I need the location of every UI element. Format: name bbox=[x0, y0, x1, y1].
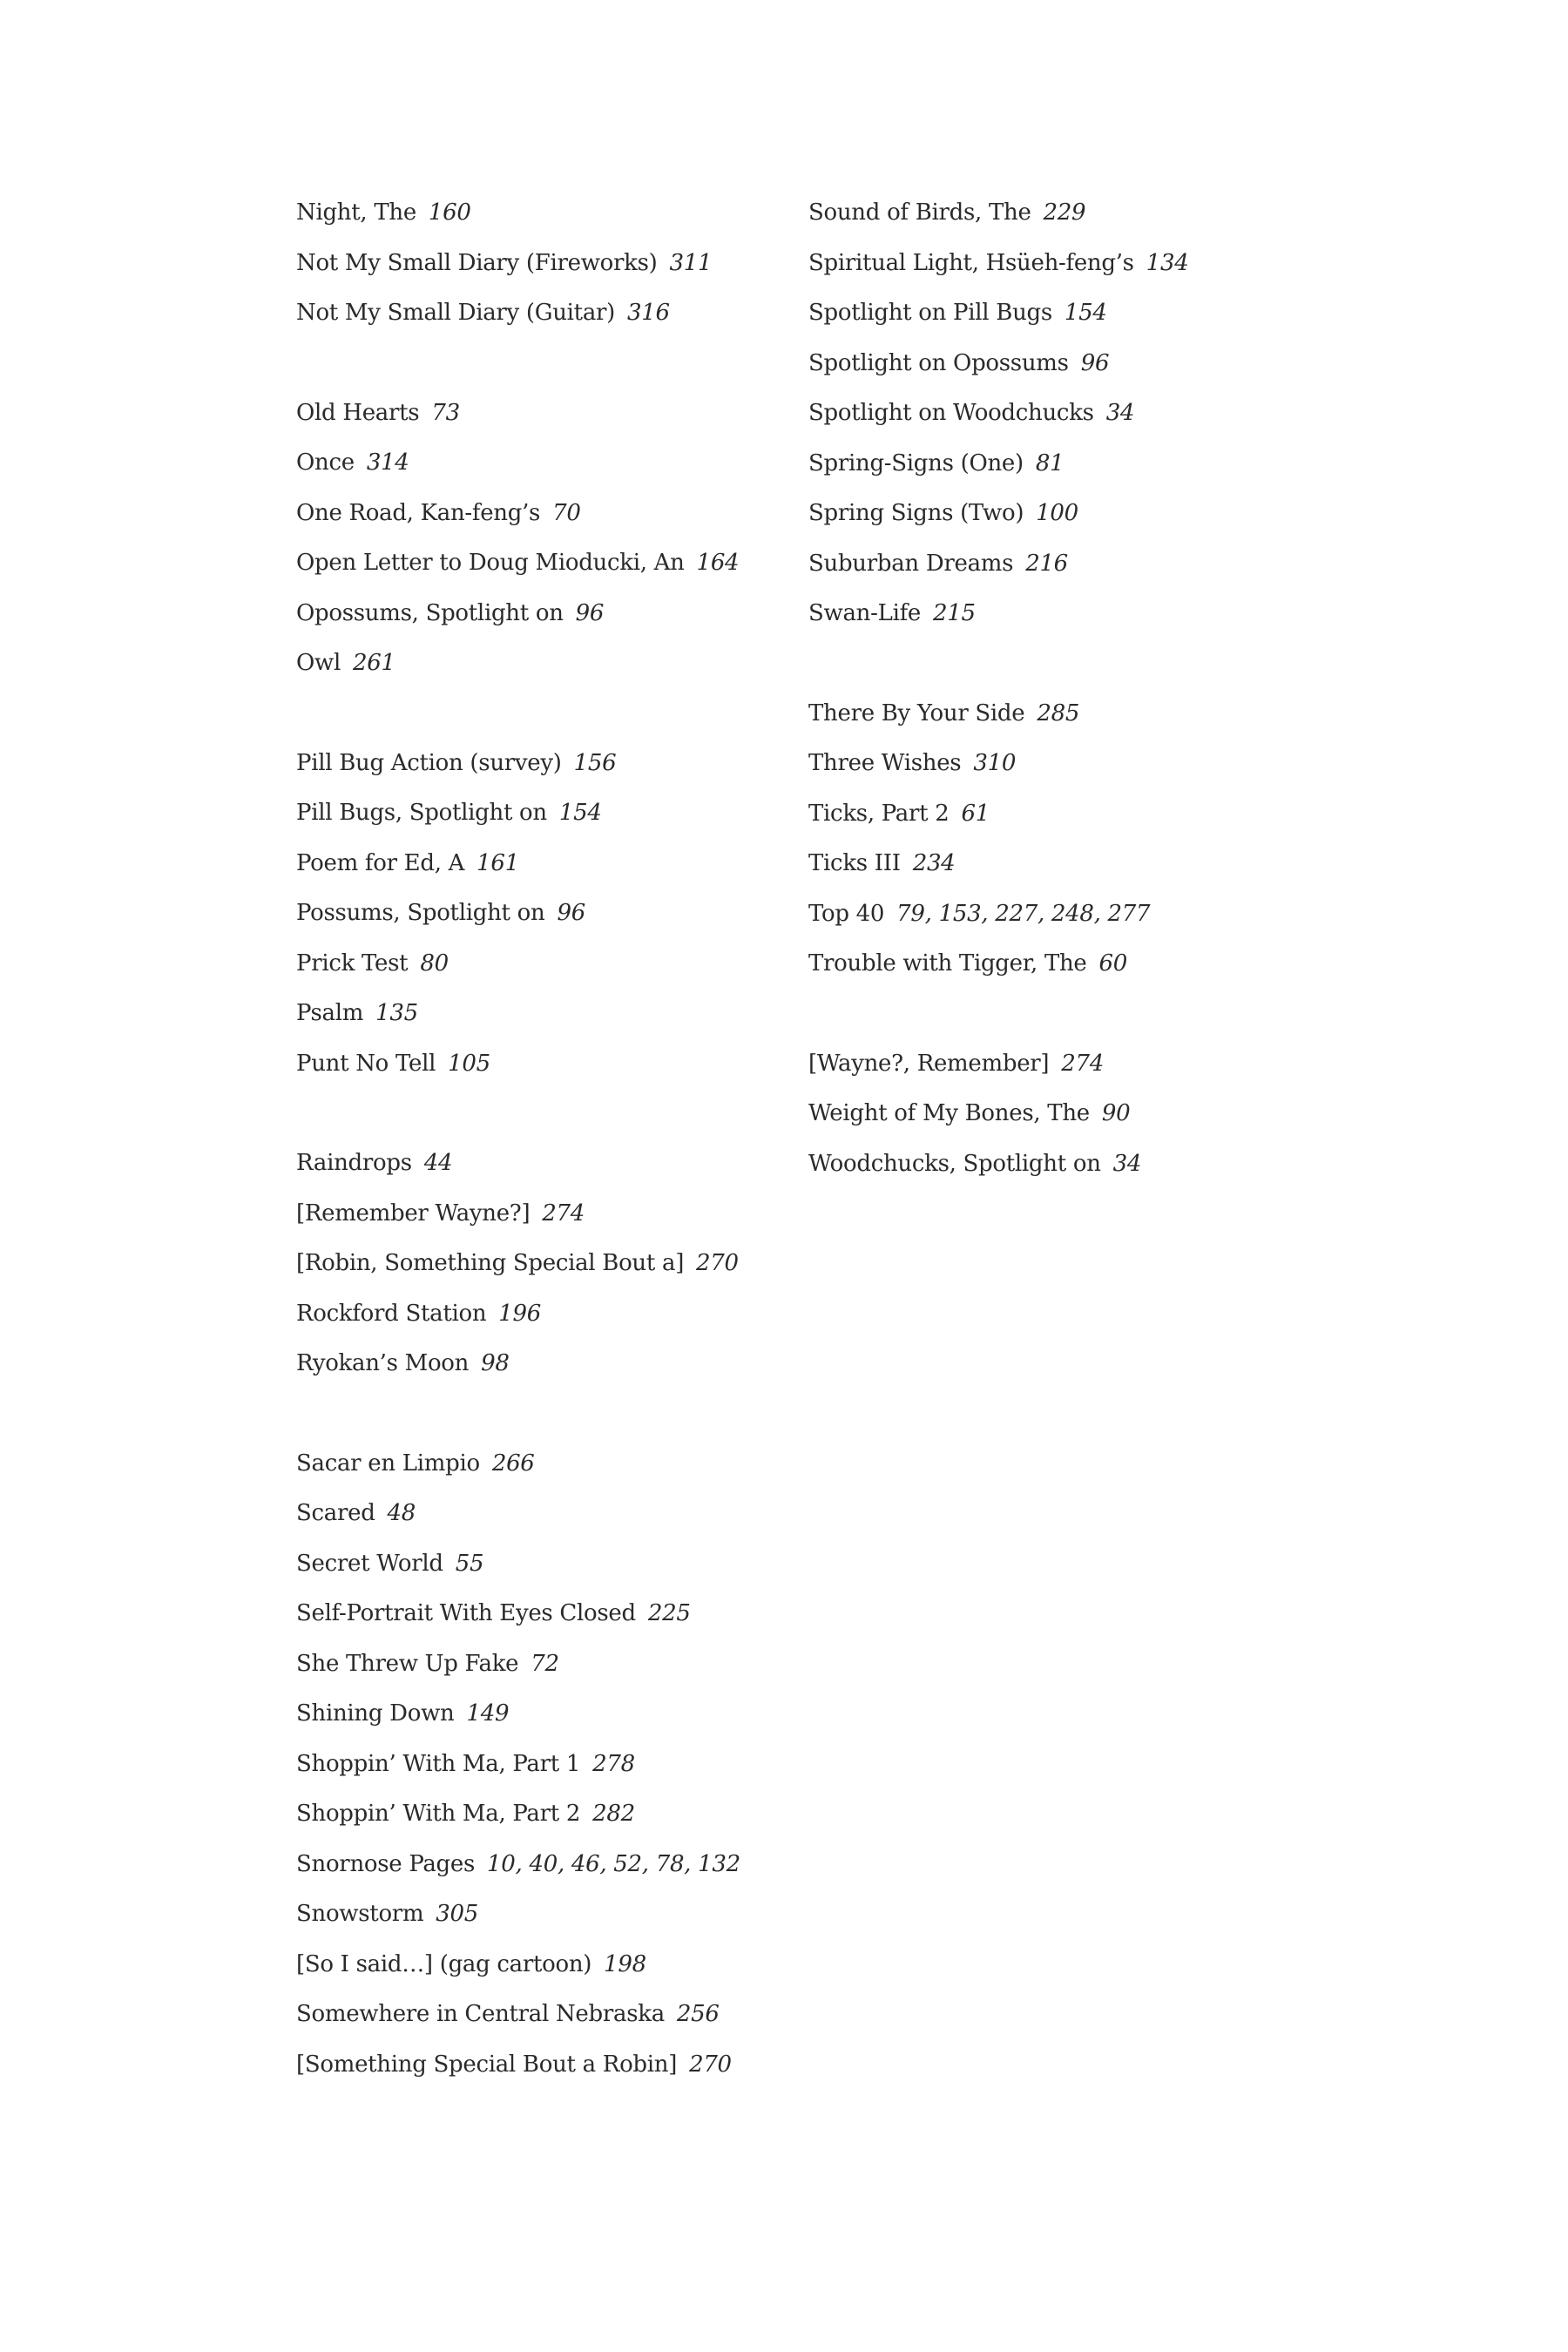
index-entry bbox=[296, 1594, 784, 1645]
index-entry bbox=[808, 294, 1296, 344]
entry-title: Swan-Life bbox=[808, 600, 921, 626]
entry-pages: 225 bbox=[647, 1600, 691, 1626]
entry-pages: 100 bbox=[1036, 500, 1078, 526]
entry-title: Possums, Spotlight on bbox=[296, 900, 545, 926]
entry-title: Poem for Ed, A bbox=[296, 849, 465, 876]
entry-title: Suburban Dreams bbox=[808, 550, 1014, 577]
index-entry bbox=[296, 1344, 784, 1395]
entry-title: Somewhere in Central Nebraska bbox=[296, 2001, 665, 2027]
entry-title: Open Letter to Doug Mioducki, An bbox=[296, 550, 685, 576]
index-group-t bbox=[808, 694, 1296, 995]
index-group-r bbox=[296, 1144, 784, 1395]
entry-pages: 34 bbox=[1112, 1150, 1142, 1177]
entry-pages: 72 bbox=[531, 1650, 559, 1677]
index-entry bbox=[808, 694, 1296, 745]
entry-title: Psalm bbox=[296, 1000, 364, 1026]
index-entry bbox=[296, 1995, 784, 2045]
entry-title: She Threw Up Fake bbox=[296, 1650, 519, 1677]
entry-pages: 314 bbox=[366, 449, 409, 476]
index-entry bbox=[296, 1194, 784, 1245]
entry-pages: 161 bbox=[476, 849, 519, 876]
index-entry bbox=[808, 494, 1296, 544]
entry-title: Scared bbox=[296, 1500, 375, 1526]
entry-pages: 316 bbox=[627, 300, 670, 326]
entry-pages: 149 bbox=[466, 1700, 510, 1727]
entry-pages: 96 bbox=[1080, 349, 1110, 376]
index-entry bbox=[296, 1845, 784, 1896]
entry-title: Spiritual Light, Hsüeh-feng’s bbox=[808, 249, 1134, 276]
index-entry bbox=[808, 794, 1296, 845]
entry-pages: 79, 153, 227, 248, 277 bbox=[896, 900, 1151, 927]
entry-pages: 305 bbox=[436, 1901, 479, 1927]
entry-pages: 215 bbox=[933, 600, 976, 626]
index-entry bbox=[808, 193, 1296, 244]
index-entry bbox=[808, 1145, 1296, 1195]
entry-title: Woodchucks, Spotlight on bbox=[808, 1150, 1101, 1177]
index-entry bbox=[296, 594, 784, 645]
entry-title: Trouble with Tigger, The bbox=[808, 950, 1087, 977]
index-group-s bbox=[808, 193, 1296, 645]
entry-title: Spotlight on Woodchucks bbox=[808, 400, 1094, 426]
entry-title: Opossums, Spotlight on bbox=[296, 599, 564, 626]
index-entry bbox=[296, 1294, 784, 1345]
entry-title: One Road, Kan-feng’s bbox=[296, 499, 541, 526]
index-entry bbox=[296, 1244, 784, 1294]
entry-pages: 261 bbox=[353, 650, 395, 676]
entry-pages: 44 bbox=[423, 1150, 453, 1176]
index-entry bbox=[808, 444, 1296, 495]
entry-pages: 98 bbox=[481, 1350, 510, 1376]
entry-title: Pill Bugs, Spotlight on bbox=[296, 800, 547, 826]
index-entry bbox=[296, 244, 784, 294]
index-entry bbox=[296, 644, 784, 694]
entry-pages: 274 bbox=[1061, 1050, 1104, 1077]
entry-pages: 90 bbox=[1101, 1100, 1131, 1126]
entry-pages: 80 bbox=[420, 950, 449, 977]
index-entry bbox=[296, 1945, 784, 1996]
entry-pages: 270 bbox=[689, 2051, 732, 2078]
entry-pages: 164 bbox=[696, 550, 740, 576]
entry-title: [So I said…] (gag cartoon) bbox=[296, 1950, 592, 1977]
index-entry bbox=[296, 894, 784, 944]
index-entry bbox=[808, 844, 1296, 895]
entry-pages: 310 bbox=[973, 750, 1017, 776]
entry-title: Ticks, Part 2 bbox=[808, 800, 950, 827]
index-entry bbox=[296, 1745, 784, 1795]
index-group-p bbox=[296, 744, 784, 1095]
index-entry bbox=[808, 1044, 1296, 1095]
index-entry bbox=[296, 544, 784, 594]
entry-title: Weight of My Bones, The bbox=[808, 1100, 1090, 1126]
entry-title: Spring-Signs (One) bbox=[808, 449, 1024, 476]
entry-title: Shoppin’ With Ma, Part 1 bbox=[296, 1750, 581, 1777]
entry-pages: 135 bbox=[375, 1000, 418, 1026]
index-entry bbox=[808, 394, 1296, 444]
entry-title: Secret World bbox=[296, 1550, 443, 1577]
entry-pages: 61 bbox=[961, 800, 990, 827]
entry-pages: 256 bbox=[676, 2001, 720, 2027]
index-entry bbox=[296, 1144, 784, 1194]
entry-title: Spotlight on Opossums bbox=[808, 349, 1069, 376]
index-entry bbox=[296, 2045, 784, 2096]
entry-title: [Robin, Something Special Bout a] bbox=[296, 1250, 685, 1276]
index-entry bbox=[296, 944, 784, 995]
entry-pages: 70 bbox=[552, 499, 581, 526]
index-entry bbox=[296, 1645, 784, 1695]
entry-title: Old Hearts bbox=[296, 399, 420, 426]
index-group-w bbox=[808, 1044, 1296, 1195]
index-entry bbox=[296, 1694, 784, 1745]
index-entry bbox=[296, 1044, 784, 1095]
entry-pages: 160 bbox=[428, 199, 471, 226]
entry-pages: 285 bbox=[1037, 700, 1080, 727]
index-entry bbox=[296, 844, 784, 895]
index-entry bbox=[808, 744, 1296, 794]
index-entry bbox=[296, 994, 784, 1044]
entry-title: Ryokan’s Moon bbox=[296, 1350, 470, 1376]
index-entry bbox=[296, 443, 784, 494]
index-entry bbox=[808, 544, 1296, 595]
entry-pages: 134 bbox=[1146, 249, 1189, 276]
index-entry bbox=[296, 294, 784, 344]
entry-pages: 156 bbox=[573, 749, 617, 776]
entry-pages: 73 bbox=[431, 399, 460, 426]
entry-pages: 234 bbox=[912, 850, 956, 876]
index-entry bbox=[296, 1895, 784, 1945]
entry-pages: 60 bbox=[1098, 950, 1127, 977]
index-entry bbox=[296, 1444, 784, 1495]
entry-title: Spotlight on Pill Bugs bbox=[808, 300, 1052, 326]
index-entry bbox=[808, 1094, 1296, 1145]
index-entry bbox=[296, 1794, 784, 1845]
entry-title: Night, The bbox=[296, 199, 416, 226]
entry-pages: 274 bbox=[542, 1200, 585, 1227]
index-group-n bbox=[296, 193, 784, 344]
index-entry bbox=[808, 344, 1296, 395]
index-entry bbox=[296, 193, 784, 244]
index-entry bbox=[808, 895, 1296, 945]
entry-pages: 278 bbox=[592, 1750, 635, 1777]
entry-pages: 196 bbox=[498, 1300, 542, 1327]
entry-title: Self-Portrait With Eyes Closed bbox=[296, 1600, 636, 1626]
entry-title: Prick Test bbox=[296, 950, 409, 977]
entry-title: Pill Bug Action (survey) bbox=[296, 749, 562, 776]
entry-pages: 198 bbox=[604, 1950, 646, 1977]
entry-pages: 48 bbox=[387, 1500, 416, 1526]
entry-title: Once bbox=[296, 449, 355, 476]
entry-title: Sound of Birds, The bbox=[808, 199, 1031, 226]
entry-pages: 266 bbox=[491, 1450, 535, 1477]
index-entry bbox=[808, 944, 1296, 995]
index-entry bbox=[296, 794, 784, 844]
entry-pages: 154 bbox=[1064, 300, 1107, 326]
entry-pages: 154 bbox=[558, 800, 602, 826]
index-entry bbox=[296, 394, 784, 444]
entry-title: Snornose Pages bbox=[296, 1850, 476, 1877]
index-entry bbox=[296, 1544, 784, 1595]
index-entry bbox=[808, 594, 1296, 645]
entry-title: Ticks III bbox=[808, 850, 901, 876]
index-entry bbox=[296, 744, 784, 794]
entry-pages: 81 bbox=[1035, 449, 1064, 476]
entry-title: Shining Down bbox=[296, 1700, 455, 1727]
entry-pages: 216 bbox=[1025, 550, 1068, 577]
index-entry bbox=[808, 244, 1296, 294]
entry-title: [Something Special Bout a Robin] bbox=[296, 2051, 678, 2078]
entry-title: Punt No Tell bbox=[296, 1050, 436, 1077]
index-group-o bbox=[296, 394, 784, 694]
entry-title: Snowstorm bbox=[296, 1901, 424, 1927]
entry-title: There By Your Side bbox=[808, 700, 1025, 727]
index-group-s bbox=[296, 1444, 784, 2096]
entry-pages: 96 bbox=[575, 599, 605, 626]
index-entry bbox=[296, 494, 784, 544]
entry-title: Not My Small Diary (Guitar) bbox=[296, 300, 615, 326]
entry-title: [Wayne?, Remember] bbox=[808, 1050, 1050, 1077]
entry-title: Three Wishes bbox=[808, 750, 962, 776]
entry-title: Top 40 bbox=[808, 900, 885, 927]
index-column-right bbox=[808, 193, 1296, 1194]
entry-title: Rockford Station bbox=[296, 1300, 487, 1327]
entry-pages: 55 bbox=[455, 1550, 484, 1577]
entry-title: Spring Signs (Two) bbox=[808, 500, 1024, 526]
entry-pages: 229 bbox=[1043, 199, 1086, 226]
entry-title: Sacar en Limpio bbox=[296, 1450, 480, 1477]
entry-title: Owl bbox=[296, 650, 341, 676]
index-entry bbox=[296, 1494, 784, 1544]
entry-pages: 105 bbox=[448, 1050, 490, 1077]
entry-title: Not My Small Diary (Fireworks) bbox=[296, 249, 658, 276]
entry-title: [Remember Wayne?] bbox=[296, 1200, 531, 1227]
entry-pages: 10, 40, 46, 52, 78, 132 bbox=[487, 1850, 740, 1877]
entry-pages: 270 bbox=[696, 1250, 739, 1276]
index-column-left bbox=[296, 193, 784, 2095]
entry-pages: 96 bbox=[557, 900, 585, 926]
entry-pages: 34 bbox=[1105, 400, 1135, 426]
entry-title: Raindrops bbox=[296, 1150, 412, 1176]
entry-title: Shoppin’ With Ma, Part 2 bbox=[296, 1801, 581, 1827]
entry-pages: 311 bbox=[669, 249, 713, 276]
entry-pages: 282 bbox=[592, 1801, 635, 1827]
